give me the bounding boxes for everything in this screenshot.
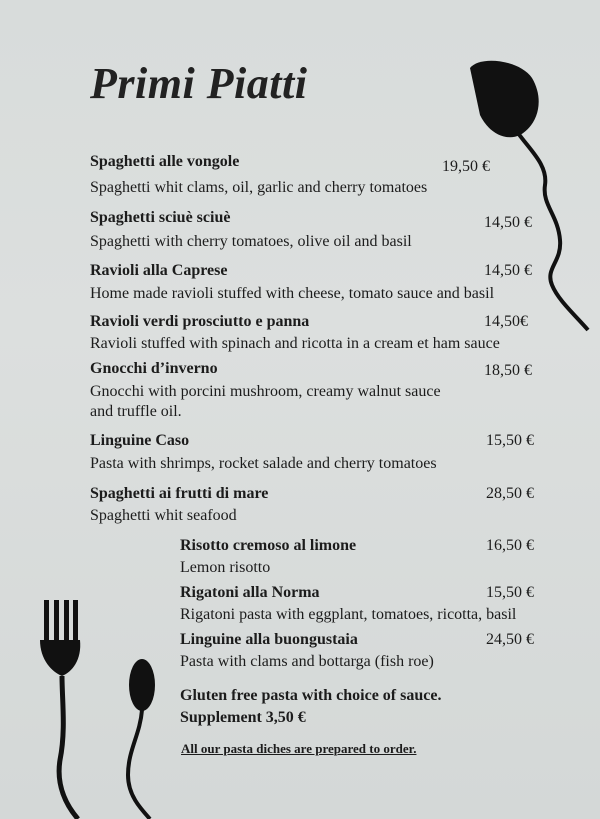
dish-description: Spaghetti with cherry tomatoes, olive oil and basil bbox=[90, 233, 412, 250]
dish-price: 24,50 € bbox=[486, 631, 534, 648]
dish-description: Home made ravioli stuffed with cheese, tomato sauce and basil bbox=[90, 285, 495, 302]
dish-name: Ravioli alla Caprese bbox=[90, 262, 228, 279]
dish-price: 15,50 € bbox=[486, 584, 534, 601]
dish-name: Rigatoni alla Norma bbox=[180, 584, 320, 601]
dish-description: Spaghetti whit seafood bbox=[90, 507, 237, 524]
supplement-line: Supplement 3,50 € bbox=[180, 709, 306, 726]
footer-note: All our pasta diches are prepared to order. bbox=[181, 741, 417, 756]
dish-price: 16,50 € bbox=[486, 537, 534, 554]
gluten-free-line: Gluten free pasta with choice of sauce. bbox=[180, 687, 442, 704]
dish-name: Spaghetti ai frutti di mare bbox=[90, 485, 269, 502]
menu-title: Primi Piatti bbox=[90, 59, 308, 108]
dish-description: Ravioli stuffed with spinach and ricotta in a cream et ham sauce bbox=[90, 335, 500, 352]
dish-description: Gnocchi with porcini mushroom, creamy walnut sauce bbox=[90, 383, 441, 400]
dish-name: Linguine alla buongustaia bbox=[180, 631, 358, 648]
dish-price: 19,50 € bbox=[442, 158, 490, 175]
dish-name: Spaghetti alle vongole bbox=[90, 153, 240, 170]
dish-name: Risotto cremoso al limone bbox=[180, 537, 357, 554]
dish-name: Gnocchi d’inverno bbox=[90, 360, 218, 377]
menu-item bbox=[180, 583, 580, 625]
dish-price: 14,50€ bbox=[484, 313, 528, 330]
dish-name: Ravioli verdi prosciutto e panna bbox=[90, 313, 310, 330]
menu-item bbox=[90, 152, 560, 198]
menu-item bbox=[90, 208, 560, 252]
dish-price: 28,50 € bbox=[486, 485, 534, 502]
menu-item bbox=[90, 484, 560, 526]
dish-name: Spaghetti sciuè sciuè bbox=[90, 209, 231, 226]
menu-item bbox=[90, 312, 560, 354]
menu-item bbox=[90, 261, 560, 304]
dish-price: 14,50 € bbox=[484, 214, 532, 231]
menu-item bbox=[90, 431, 560, 474]
dish-name: Linguine Caso bbox=[90, 432, 190, 449]
menu-item bbox=[180, 536, 580, 578]
spoon-icon bbox=[128, 659, 155, 819]
dish-description: Rigatoni pasta with eggplant, tomatoes, ricotta, basil bbox=[180, 606, 517, 623]
dish-description: Spaghetti whit clams, oil, garlic and cherry tomatoes bbox=[90, 179, 428, 196]
gluten-free-notice bbox=[180, 685, 441, 729]
dish-description: Lemon risotto bbox=[180, 559, 271, 576]
menu-item bbox=[90, 359, 560, 422]
dish-price: 14,50 € bbox=[484, 262, 532, 279]
dish-price: 15,50 € bbox=[486, 432, 534, 449]
fork-icon bbox=[40, 600, 80, 819]
dish-description: Pasta with shrimps, rocket salade and cherry tomatoes bbox=[90, 455, 437, 472]
dish-description-continued: and truffle oil. bbox=[90, 403, 182, 420]
menu-item bbox=[180, 630, 580, 672]
dish-description: Pasta with clams and bottarga (fish roe) bbox=[180, 653, 434, 670]
dish-price: 18,50 € bbox=[484, 362, 532, 379]
